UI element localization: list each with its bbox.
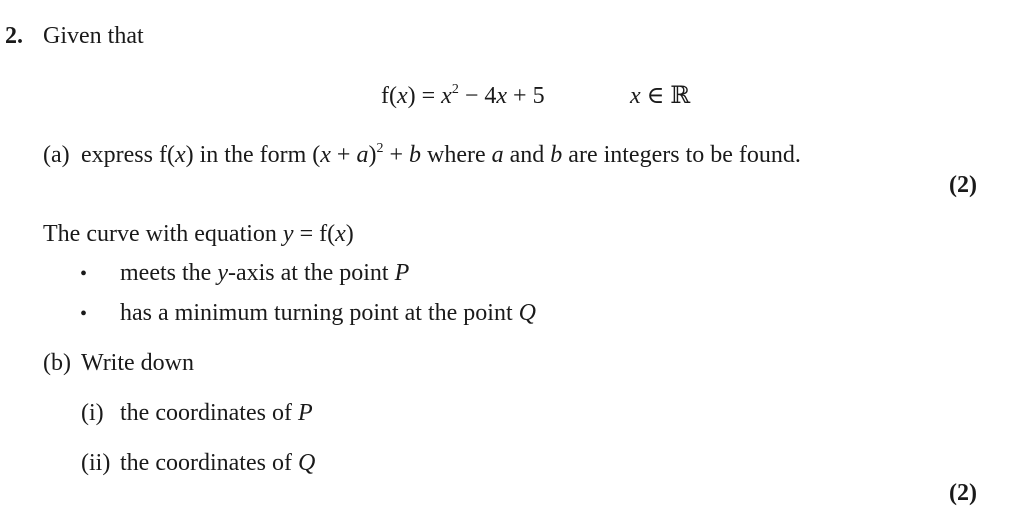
part-a-text: express f(x) in the form $(x + a)^2 + b$ where a and b are integers to be found.: [81, 141, 801, 168]
bullet-item-q: has a minimum turning point at the point Q: [120, 300, 536, 326]
function-definition: $f(x) = x^2 - 4x + 5$: [381, 82, 545, 109]
part-b-ii-label: (ii): [81, 450, 111, 476]
part-b-i-text: the coordinates of P: [120, 400, 313, 426]
function-domain: x ∈ ℝ: [630, 83, 691, 109]
part-b-label: (b): [43, 350, 71, 376]
bullet-icon: •: [80, 303, 88, 325]
part-b-marks: (2): [949, 480, 977, 506]
question-number: 2.: [5, 23, 23, 49]
bullet-icon: •: [80, 263, 88, 285]
part-b-text: Write down: [81, 350, 195, 376]
part-a-marks: (2): [949, 172, 977, 198]
part-b-ii-text: the coordinates of Q: [120, 450, 316, 476]
curve-statement: The curve with equation y = f(x): [43, 221, 354, 247]
part-b-i-label: (i): [81, 400, 104, 426]
question-intro: Given that: [43, 23, 144, 49]
part-a-label: (a): [43, 142, 70, 168]
bullet-item-p: meets the y-axis at the point P: [120, 260, 410, 286]
